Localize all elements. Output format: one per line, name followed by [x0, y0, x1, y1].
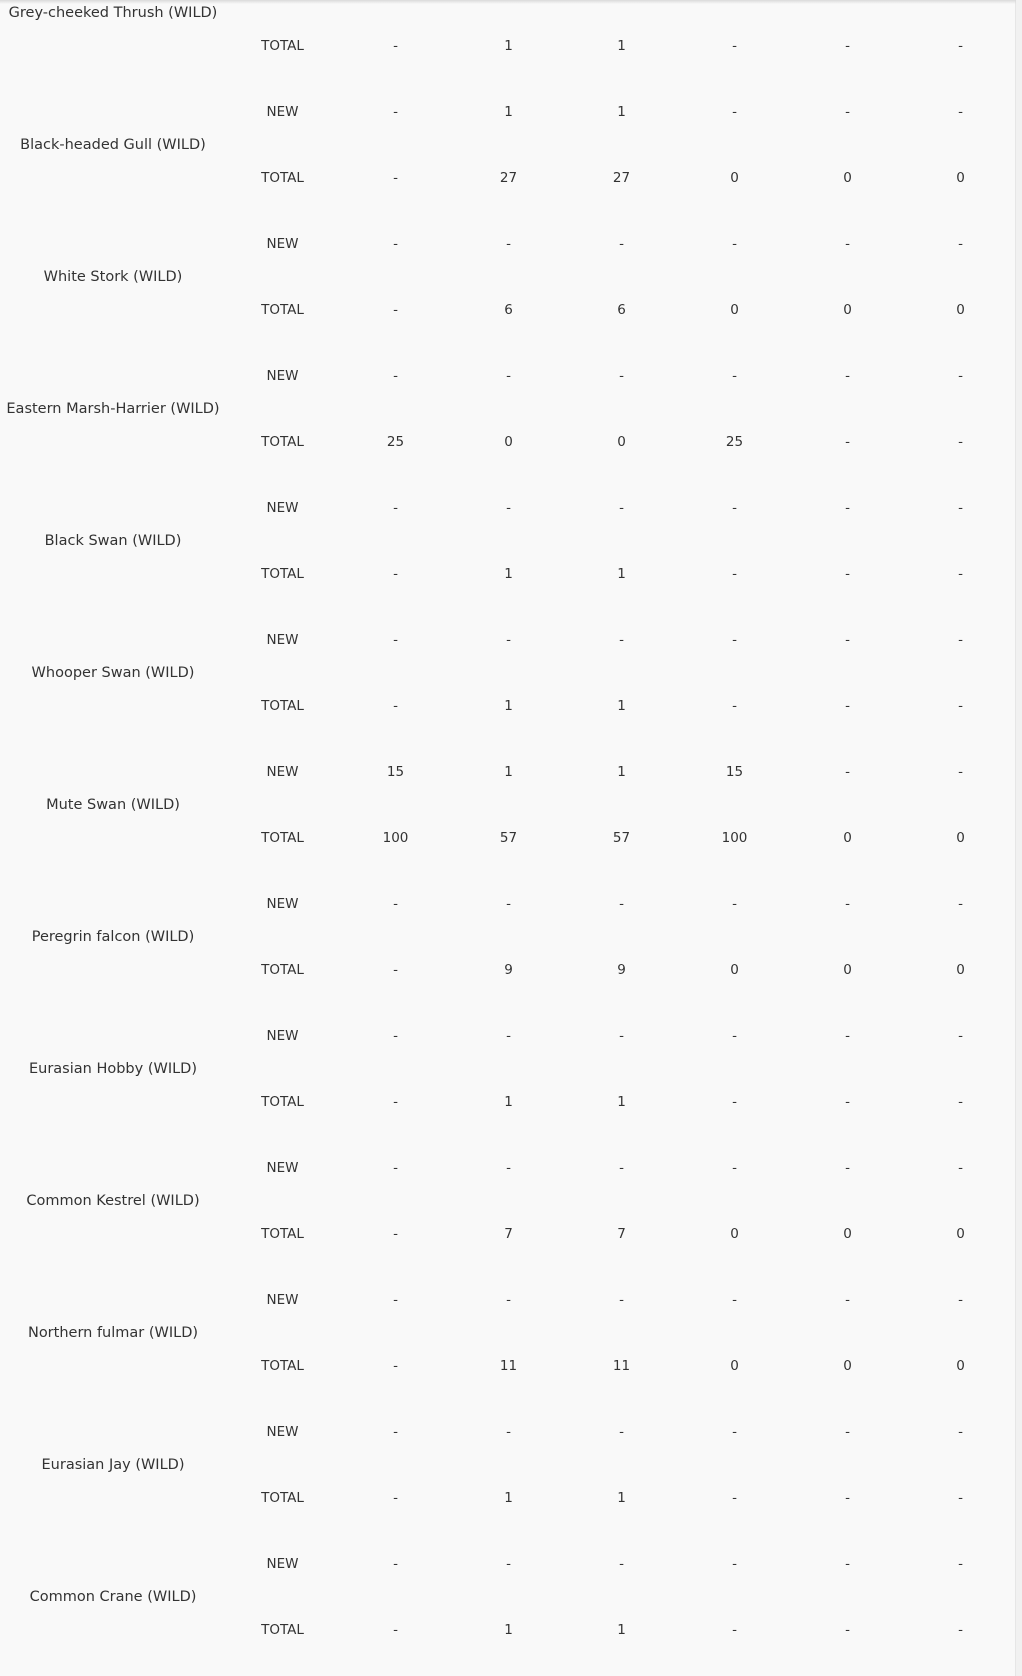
- total-count-cell: -: [393, 962, 398, 978]
- total-count-cell: 1: [504, 1094, 513, 1110]
- total-count-cell: 27: [499, 170, 518, 186]
- species-name: Grey-cheeked Thrush (WILD): [8, 5, 218, 21]
- new-row: [226, 1284, 1016, 1316]
- new-count-cell: -: [393, 368, 398, 384]
- species-group: [0, 343, 1016, 475]
- total-count-cell: -: [845, 566, 850, 582]
- new-count-cell: -: [619, 1556, 624, 1572]
- total-count-cell: -: [732, 1622, 737, 1638]
- total-row: [226, 294, 1016, 326]
- total-count-cell: 0: [843, 170, 852, 186]
- total-row-label: TOTAL: [261, 566, 304, 582]
- total-count-cell: -: [958, 698, 963, 714]
- new-count-cell: -: [732, 1028, 737, 1044]
- total-count-cell: 0: [843, 1226, 852, 1242]
- total-count-cell: -: [393, 170, 398, 186]
- new-row: [226, 228, 1016, 260]
- new-count-cell: -: [845, 896, 850, 912]
- total-count-cell: 57: [499, 830, 518, 846]
- total-row: [226, 1218, 1016, 1250]
- species-name: White Stork (WILD): [43, 269, 183, 285]
- total-row-label: TOTAL: [261, 1094, 304, 1110]
- species-group: [0, 1135, 1016, 1267]
- species-name: Common Kestrel (WILD): [26, 1193, 200, 1209]
- total-count-cell: -: [845, 1622, 850, 1638]
- total-row-label: TOTAL: [261, 38, 304, 54]
- species-name: Eurasian Jay (WILD): [41, 1457, 185, 1473]
- total-count-cell: -: [732, 566, 737, 582]
- new-count-cell: -: [506, 632, 511, 648]
- new-count-cell: -: [393, 1424, 398, 1440]
- new-count-cell: -: [958, 632, 963, 648]
- species-group: [0, 1267, 1016, 1399]
- total-count-cell: 1: [504, 566, 513, 582]
- new-count-cell: -: [845, 632, 850, 648]
- total-count-cell: 0: [956, 170, 965, 186]
- new-count-cell: -: [393, 1160, 398, 1176]
- new-row: [226, 756, 1016, 788]
- total-row: [226, 558, 1016, 590]
- total-row-label: TOTAL: [261, 302, 304, 318]
- species-name: Peregrin falcon (WILD): [31, 929, 195, 945]
- new-row-label: NEW: [266, 632, 299, 648]
- total-count-cell: 1: [617, 38, 626, 54]
- species-name: Eurasian Hobby (WILD): [28, 1061, 197, 1077]
- total-row: [226, 1350, 1016, 1382]
- total-count-cell: -: [958, 1622, 963, 1638]
- species-group: [0, 607, 1016, 739]
- total-count-cell: 1: [504, 38, 513, 54]
- new-count-cell: -: [845, 104, 850, 120]
- new-count-cell: -: [958, 368, 963, 384]
- new-count-cell: -: [506, 1028, 511, 1044]
- species-group: [0, 739, 1016, 871]
- total-count-cell: -: [958, 434, 963, 450]
- new-row: [226, 96, 1016, 128]
- species-group: [0, 475, 1016, 607]
- new-row-label: NEW: [266, 1160, 299, 1176]
- new-count-cell: -: [845, 368, 850, 384]
- new-count-cell: -: [506, 236, 511, 252]
- new-count-cell: -: [845, 1160, 850, 1176]
- total-count-cell: -: [732, 1490, 737, 1506]
- new-count-cell: -: [619, 500, 624, 516]
- total-count-cell: 0: [956, 962, 965, 978]
- total-row-label: TOTAL: [261, 170, 304, 186]
- total-count-cell: 1: [617, 1094, 626, 1110]
- total-row: [226, 162, 1016, 194]
- total-count-cell: 100: [382, 830, 409, 846]
- new-count-cell: -: [619, 1292, 624, 1308]
- species-name: Northern fulmar (WILD): [27, 1325, 199, 1341]
- total-row: [226, 954, 1016, 986]
- new-count-cell: 1: [504, 104, 513, 120]
- total-count-cell: 9: [617, 962, 626, 978]
- species-group: [0, 0, 1016, 79]
- total-count-cell: 0: [956, 1358, 965, 1374]
- new-count-cell: -: [958, 1424, 963, 1440]
- total-count-cell: 0: [504, 434, 513, 450]
- total-count-cell: 0: [843, 302, 852, 318]
- new-count-cell: -: [619, 1160, 624, 1176]
- total-count-cell: -: [393, 566, 398, 582]
- new-count-cell: -: [732, 1292, 737, 1308]
- total-count-cell: 1: [504, 1490, 513, 1506]
- total-count-cell: 1: [617, 566, 626, 582]
- new-count-cell: -: [506, 1292, 511, 1308]
- total-row: [226, 690, 1016, 722]
- new-count-cell: -: [845, 764, 850, 780]
- new-row-label: NEW: [266, 368, 299, 384]
- total-count-cell: -: [393, 1094, 398, 1110]
- total-count-cell: 1: [617, 1490, 626, 1506]
- new-count-cell: 1: [617, 104, 626, 120]
- total-count-cell: 0: [730, 170, 739, 186]
- total-count-cell: 25: [725, 434, 744, 450]
- total-count-cell: -: [958, 566, 963, 582]
- new-count-cell: -: [845, 236, 850, 252]
- new-count-cell: 1: [617, 764, 626, 780]
- total-count-cell: -: [393, 302, 398, 318]
- new-count-cell: -: [958, 1556, 963, 1572]
- total-count-cell: 0: [730, 1226, 739, 1242]
- species-group: [0, 1003, 1016, 1135]
- total-count-cell: 25: [386, 434, 405, 450]
- total-count-cell: 9: [504, 962, 513, 978]
- new-row: [226, 360, 1016, 392]
- total-count-cell: 0: [843, 962, 852, 978]
- new-count-cell: -: [393, 632, 398, 648]
- total-count-cell: 1: [504, 698, 513, 714]
- header-shadow: [0, 0, 1016, 4]
- new-row: [226, 1548, 1016, 1580]
- total-count-cell: -: [732, 1094, 737, 1110]
- total-count-cell: -: [958, 38, 963, 54]
- new-count-cell: -: [619, 236, 624, 252]
- species-name: Black-headed Gull (WILD): [20, 137, 206, 153]
- new-row-label: NEW: [266, 896, 299, 912]
- total-row-label: TOTAL: [261, 1358, 304, 1374]
- total-count-cell: -: [958, 1094, 963, 1110]
- total-count-cell: -: [845, 38, 850, 54]
- new-count-cell: -: [393, 1028, 398, 1044]
- new-count-cell: -: [393, 1292, 398, 1308]
- new-row-label: NEW: [266, 104, 299, 120]
- new-count-cell: -: [732, 896, 737, 912]
- total-row-label: TOTAL: [261, 698, 304, 714]
- species-group: [0, 211, 1016, 343]
- new-row: [226, 492, 1016, 524]
- total-count-cell: 0: [843, 830, 852, 846]
- total-row-label: TOTAL: [261, 434, 304, 450]
- total-count-cell: -: [393, 1358, 398, 1374]
- total-count-cell: -: [393, 1226, 398, 1242]
- new-count-cell: 15: [386, 764, 405, 780]
- new-row: [226, 624, 1016, 656]
- total-count-cell: -: [958, 1490, 963, 1506]
- species-name: Common Crane (WILD): [29, 1589, 197, 1605]
- total-count-cell: 1: [504, 1622, 513, 1638]
- new-row-label: NEW: [266, 1556, 299, 1572]
- total-count-cell: 7: [617, 1226, 626, 1242]
- new-count-cell: -: [506, 1556, 511, 1572]
- new-count-cell: -: [506, 896, 511, 912]
- species-name: Black Swan (WILD): [44, 533, 182, 549]
- total-row-label: TOTAL: [261, 830, 304, 846]
- total-count-cell: -: [393, 1622, 398, 1638]
- new-count-cell: -: [619, 1424, 624, 1440]
- new-row-label: NEW: [266, 1028, 299, 1044]
- total-row: [226, 822, 1016, 854]
- total-count-cell: 0: [956, 1226, 965, 1242]
- new-count-cell: -: [732, 368, 737, 384]
- total-count-cell: 0: [730, 1358, 739, 1374]
- new-count-cell: -: [393, 500, 398, 516]
- total-count-cell: -: [845, 1094, 850, 1110]
- total-count-cell: -: [845, 698, 850, 714]
- species-name: Eastern Marsh-Harrier (WILD): [6, 401, 220, 417]
- new-count-cell: -: [732, 1424, 737, 1440]
- total-count-cell: 11: [612, 1358, 631, 1374]
- new-count-cell: -: [958, 104, 963, 120]
- new-count-cell: -: [732, 632, 737, 648]
- total-count-cell: -: [393, 38, 398, 54]
- new-count-cell: -: [958, 896, 963, 912]
- new-row: [226, 888, 1016, 920]
- species-group: [0, 871, 1016, 1003]
- total-row-label: TOTAL: [261, 1490, 304, 1506]
- new-count-cell: -: [393, 236, 398, 252]
- new-count-cell: -: [845, 1556, 850, 1572]
- new-count-cell: -: [506, 1160, 511, 1176]
- new-row-label: NEW: [266, 764, 299, 780]
- new-row-label: NEW: [266, 1292, 299, 1308]
- total-count-cell: 0: [617, 434, 626, 450]
- total-count-cell: -: [845, 434, 850, 450]
- new-count-cell: -: [845, 500, 850, 516]
- species-group: [0, 1531, 1016, 1663]
- species-group: [0, 79, 1016, 211]
- total-count-cell: 57: [612, 830, 631, 846]
- new-row: [226, 1020, 1016, 1052]
- total-count-cell: 100: [721, 830, 748, 846]
- new-count-cell: -: [732, 236, 737, 252]
- new-count-cell: -: [393, 1556, 398, 1572]
- total-row-label: TOTAL: [261, 1226, 304, 1242]
- total-count-cell: 0: [730, 302, 739, 318]
- new-count-cell: 1: [504, 764, 513, 780]
- new-count-cell: -: [393, 896, 398, 912]
- total-count-cell: -: [845, 1490, 850, 1506]
- new-row-label: NEW: [266, 500, 299, 516]
- new-count-cell: -: [958, 764, 963, 780]
- total-count-cell: 7: [504, 1226, 513, 1242]
- total-count-cell: 0: [956, 302, 965, 318]
- new-row-label: NEW: [266, 1424, 299, 1440]
- total-row: [226, 426, 1016, 458]
- total-count-cell: 1: [617, 1622, 626, 1638]
- total-count-cell: 11: [499, 1358, 518, 1374]
- new-count-cell: -: [619, 896, 624, 912]
- species-name: Whooper Swan (WILD): [31, 665, 195, 681]
- new-count-cell: -: [732, 104, 737, 120]
- total-row-label: TOTAL: [261, 1622, 304, 1638]
- new-count-cell: -: [845, 1292, 850, 1308]
- new-count-cell: -: [619, 632, 624, 648]
- total-row: [226, 1482, 1016, 1514]
- new-count-cell: -: [732, 500, 737, 516]
- new-count-cell: -: [619, 368, 624, 384]
- total-count-cell: -: [732, 38, 737, 54]
- total-count-cell: 6: [617, 302, 626, 318]
- new-count-cell: -: [506, 368, 511, 384]
- new-count-cell: -: [958, 1028, 963, 1044]
- new-count-cell: -: [845, 1424, 850, 1440]
- new-row: [226, 1416, 1016, 1448]
- total-count-cell: 1: [617, 698, 626, 714]
- new-count-cell: -: [619, 1028, 624, 1044]
- new-count-cell: -: [732, 1556, 737, 1572]
- total-row: [226, 30, 1016, 62]
- new-count-cell: -: [732, 1160, 737, 1176]
- total-count-cell: -: [393, 698, 398, 714]
- species-group: [0, 1399, 1016, 1531]
- new-count-cell: -: [506, 1424, 511, 1440]
- new-count-cell: -: [393, 104, 398, 120]
- total-count-cell: 0: [956, 830, 965, 846]
- total-count-cell: -: [393, 1490, 398, 1506]
- total-count-cell: 0: [843, 1358, 852, 1374]
- total-count-cell: -: [732, 698, 737, 714]
- total-count-cell: 6: [504, 302, 513, 318]
- new-count-cell: -: [958, 500, 963, 516]
- species-name: Mute Swan (WILD): [46, 797, 180, 813]
- new-count-cell: -: [845, 1028, 850, 1044]
- total-count-cell: 0: [730, 962, 739, 978]
- total-row: [226, 1086, 1016, 1118]
- new-count-cell: -: [958, 236, 963, 252]
- total-row: [226, 1614, 1016, 1646]
- total-count-cell: 27: [612, 170, 631, 186]
- new-count-cell: -: [506, 500, 511, 516]
- new-count-cell: -: [958, 1292, 963, 1308]
- new-count-cell: -: [958, 1160, 963, 1176]
- new-row: [226, 1152, 1016, 1184]
- new-count-cell: 15: [725, 764, 744, 780]
- new-row-label: NEW: [266, 236, 299, 252]
- total-row-label: TOTAL: [261, 962, 304, 978]
